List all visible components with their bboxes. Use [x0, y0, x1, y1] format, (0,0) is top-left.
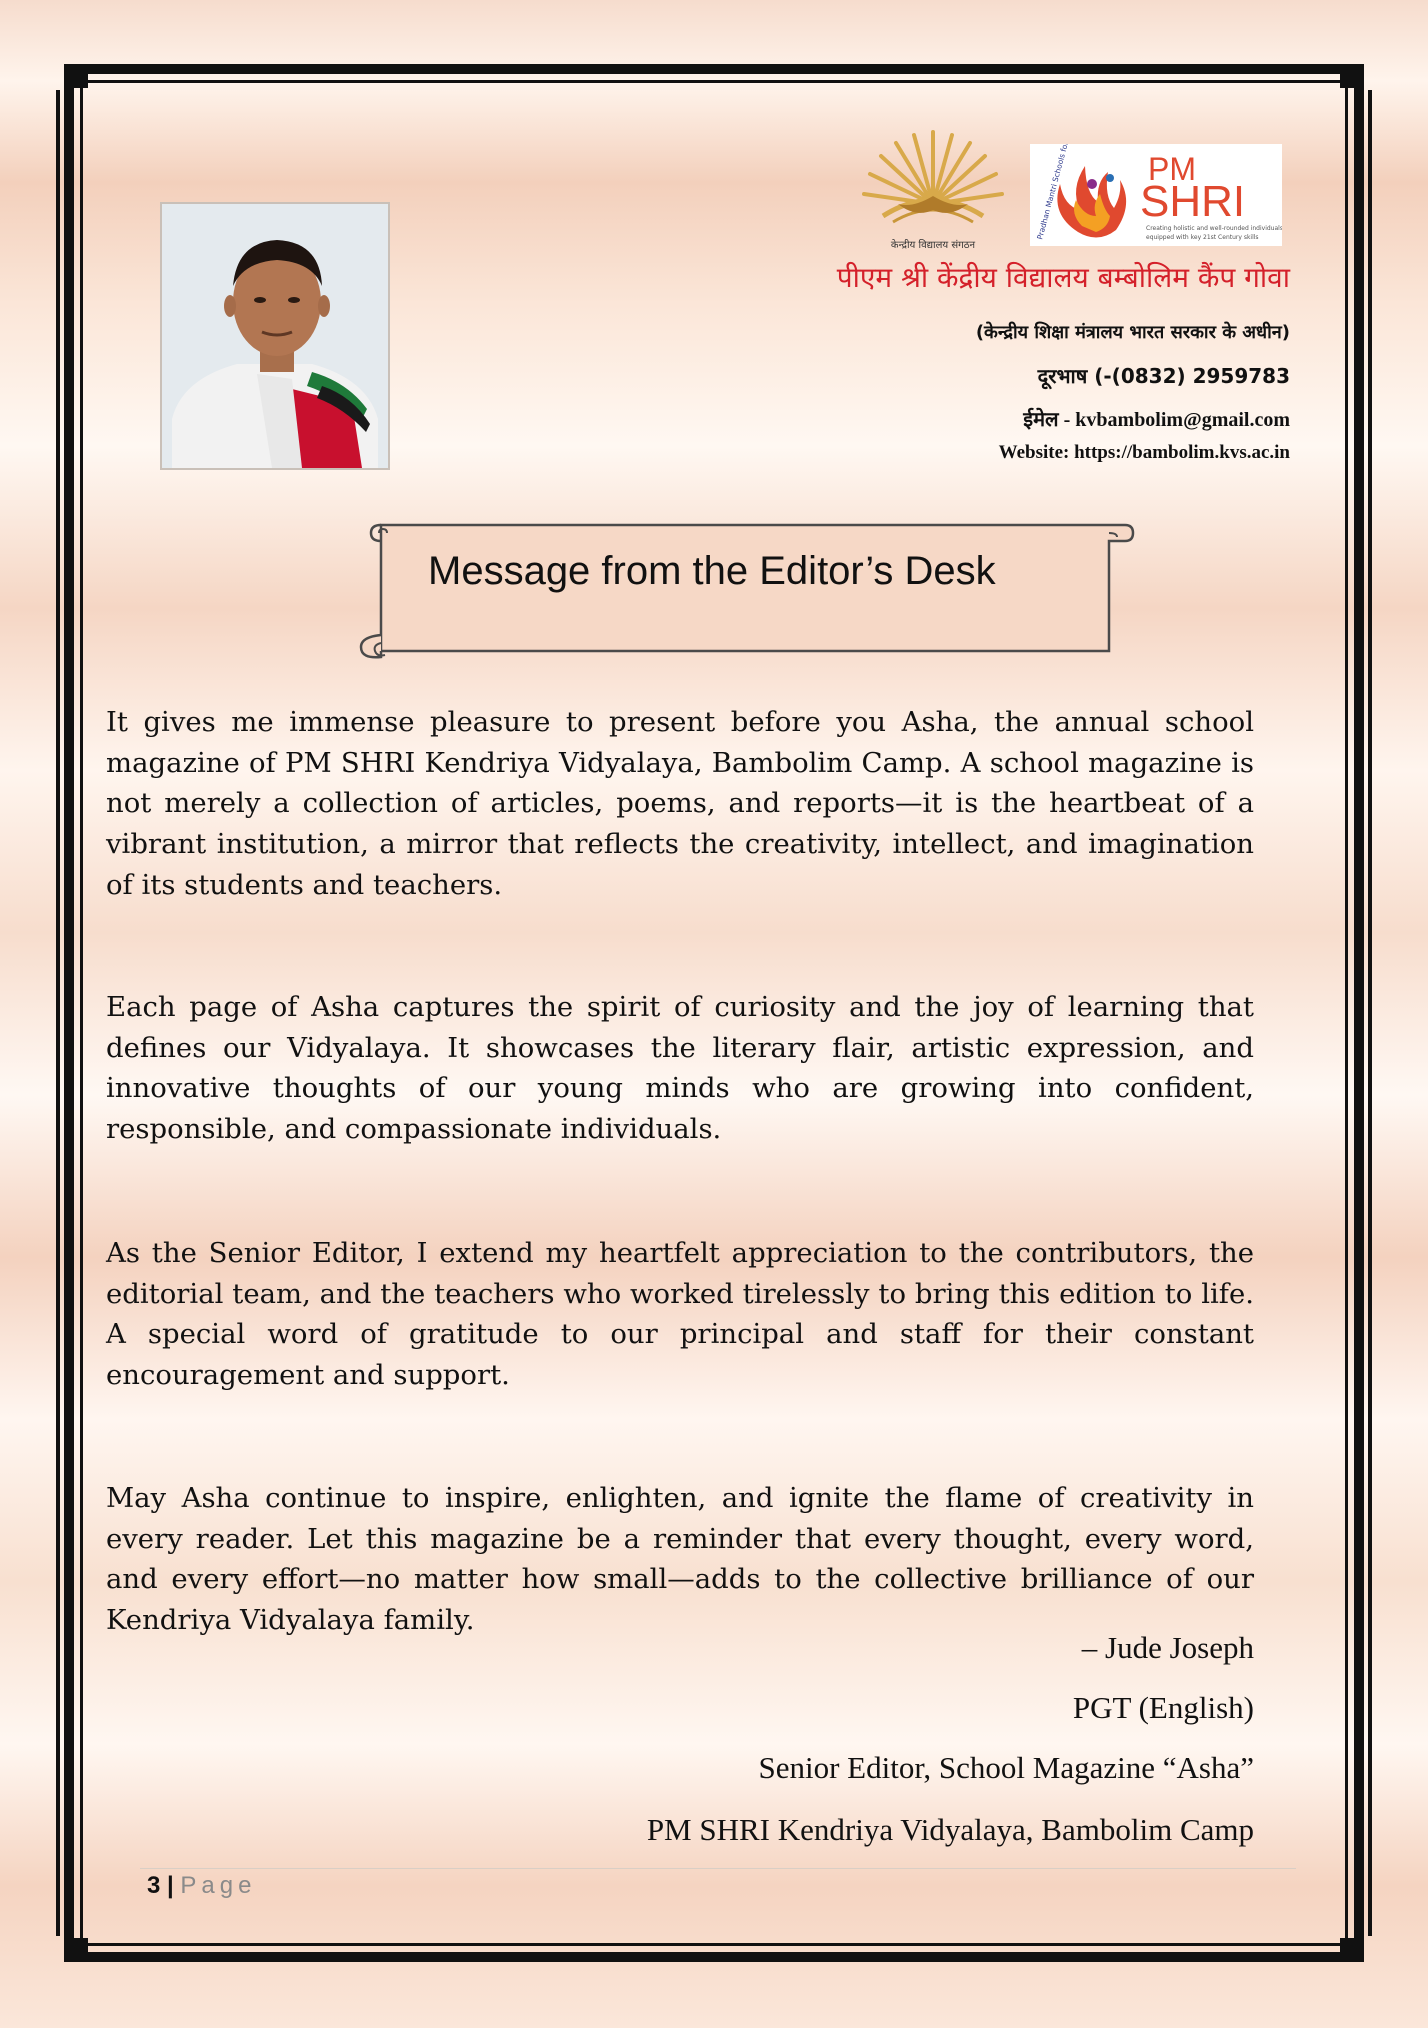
banner-title: Message from the Editor’s Desk	[428, 549, 996, 593]
page-number-separator: |	[160, 1872, 181, 1899]
page-number	[147, 1872, 256, 1900]
kvs-sun-emblem	[858, 124, 1008, 252]
pmshri-logo	[1030, 144, 1282, 246]
pmshri-emblem	[1030, 144, 1282, 246]
kvs-logo	[858, 124, 1008, 252]
border-corner	[1340, 1938, 1364, 1962]
pmshri-tagline: equipped with key 21st Century skills	[1146, 234, 1259, 241]
page-number-value: 3	[147, 1872, 161, 1899]
footer-divider	[140, 1868, 1296, 1869]
signature-school: PM SHRI Kendriya Vidyalaya, Bambolim Camp	[646, 1812, 1254, 1847]
ministry-line: (केन्द्रीय शिक्षा मंत्रालय भारत सरकार के अधीन)	[975, 322, 1290, 343]
website-line: Website: https://bambolim.kvs.ac.in	[998, 442, 1290, 463]
paragraph: As the Senior Editor, I extend my heartfelt appreciation to the contributors, the editorial team, and the teachers who worked tirelessly to bring this edition to life. A special word of gratitude to our principal and staff for their constant encouragement and support.	[106, 1237, 1254, 1392]
pmshri-tagline: Creating holistic and well-rounded individuals	[1146, 225, 1282, 232]
paragraph: May Asha continue to inspire, enlighten, and ignite the flame of creativity in every reader. Let this magazine be a reminder that every thought, every word, and every effort—no matter how small—adds to the collective brilliance of our Kendriya Vidyalaya family.	[106, 1482, 1254, 1637]
pmshri-shri-text: SHRI	[1140, 177, 1246, 226]
paragraph: It gives me immense pleasure to present before you Asha, the annual school magazine of PM SHRI Kendriya Vidyalaya, Bambolim Camp. A school magazine is not merely a collection of articles, poems, and reports—it is the heartbeat of a vibrant institution, a mirror that reflects the creativity, intellect, and imagination of its students and teachers.	[106, 706, 1254, 901]
signature-role: Senior Editor, School Magazine “Asha”	[758, 1750, 1254, 1785]
phone-line: दूरभाष (-(0832) 2959783	[1037, 364, 1290, 388]
editor-portrait	[162, 204, 388, 468]
signature-name: – Jude Joseph	[1081, 1630, 1254, 1665]
border-corner	[64, 64, 88, 88]
editor-photo	[160, 202, 390, 470]
email-line: ईमेल - kvbambolim@gmail.com	[1023, 409, 1290, 431]
kvs-logo-caption: केन्द्रीय विद्यालय संगठन	[890, 240, 976, 251]
paragraph: Each page of Asha captures the spirit of curiosity and the joy of learning that defines our Vidyalaya. It showcases the literary flair, artistic expression, and innovative thoughts of our young minds who are growing into confident, responsible, and compassionate individuals.	[106, 991, 1254, 1146]
border-corner	[64, 1938, 88, 1962]
pmshri-side-text: Pradhan Mantri Schools for	[1035, 144, 1071, 241]
school-name-hindi: पीएम श्री केंद्रीय विद्यालय बम्बोलिम कैंप गोवा	[836, 261, 1290, 294]
border-corner	[1340, 64, 1364, 88]
signature-designation: PGT (English)	[1072, 1690, 1254, 1725]
border-side-line	[56, 90, 60, 1936]
border-side-line	[1368, 90, 1372, 1936]
pmshri-pm-text: PM	[1148, 151, 1196, 187]
page-word: Page	[180, 1872, 257, 1899]
